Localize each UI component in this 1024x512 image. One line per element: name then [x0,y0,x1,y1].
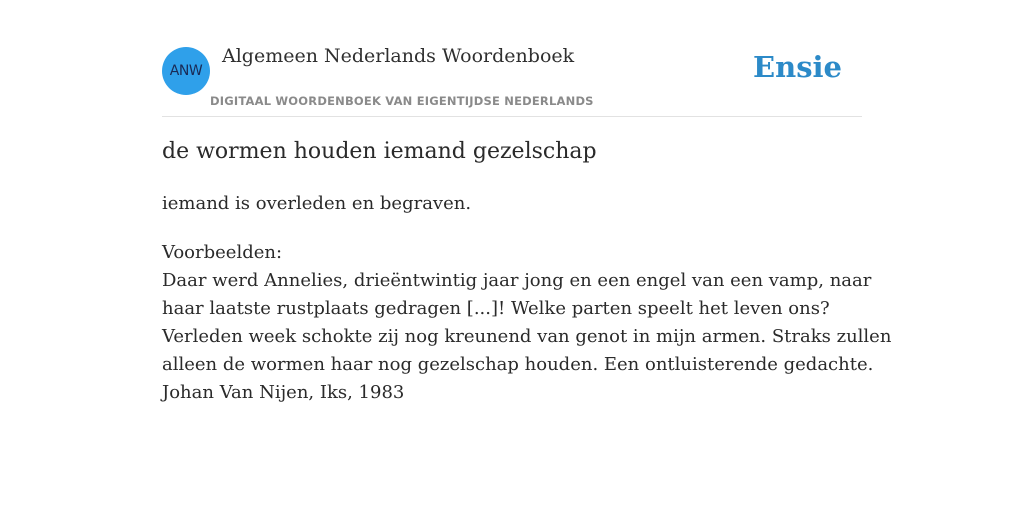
ensie-logo-link[interactable]: Ensie [753,50,842,84]
anw-logo[interactable] [162,47,210,95]
examples-block [162,239,892,407]
logo-text: ANW [169,63,203,79]
example-line: Daar werd Annelies, drieëntwintig jaar jong en een engel van een vamp, naar [162,270,872,291]
example-line: alleen de wormen haar nog gezelschap houden. Een ontluisterende gedachte. [162,354,874,375]
entry-title: de wormen houden iemand gezelschap [162,139,597,164]
header [162,0,862,117]
example-source: Johan Van Nijen, Iks, 1983 [162,382,405,403]
entry-definition: iemand is overleden en begraven. [162,193,472,214]
examples-label: Voorbeelden: [162,242,283,263]
page [162,0,892,512]
site-subtitle: DIGITAAL WOORDENBOEK VAN EIGENTIJDSE NEDERLANDS [210,94,594,108]
site-title[interactable]: Algemeen Nederlands Woordenboek [222,45,575,67]
example-line: Verleden week schokte zij nog kreunend van genot in mijn armen. Straks zullen [162,326,892,347]
example-line: haar laatste rustplaats gedragen [...]! Welke parten speelt het leven ons? [162,298,830,319]
